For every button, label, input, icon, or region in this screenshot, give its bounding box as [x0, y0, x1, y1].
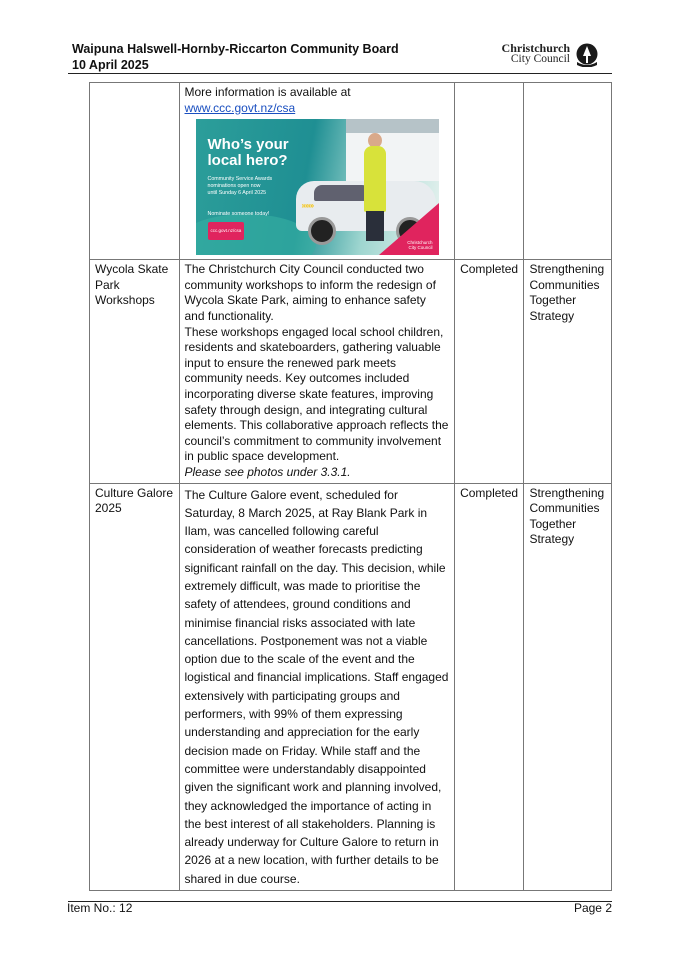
header-divider [68, 73, 612, 74]
strategy-cell [524, 83, 612, 260]
community-awards-banner-image [196, 119, 439, 255]
logo-line1: Christchurch [501, 41, 570, 55]
footer-divider [68, 901, 612, 902]
strategy-cell: Strengthening Communities Together Strategy [524, 483, 612, 891]
banner-small-line1: Community Service Awards [207, 176, 273, 183]
description-cell: The Culture Galore event, scheduled for Saturday, 8 March 2025, at Ray Blank Park in Ilam, was cancelled following careful consideration of weather forecasts predicting significant rainfall on the day. This decision, while extremely difficult, was made to prioritise the safety of attendees, ground conditions and minimise financial risks associated with late cancellations. Postponement was not a viable option due to the scale of the event and the logistical and financial implications. Staff engaged extensively with participating groups and performers, with 99% of them expressing understanding and appreciation for the early decision made on Friday. While staff and the committee were understandably disappointed given the significant work and planning involved, they acknowledged the importance of acting in the best interest of all stakeholders. Planning is already underway for Culture Galore to return in 2026 at a new location, with further details to be shared in due course. [179, 483, 455, 891]
strategy-cell: Strengthening Communities Together Strategy [524, 260, 612, 483]
banner-url: ccc.govt.nz/csa [208, 222, 245, 240]
document-header-title [72, 41, 399, 73]
council-logo [498, 43, 602, 67]
csa-link[interactable]: www.ccc.govt.nz/csa [184, 100, 296, 115]
banner-heading-line2: local hero? [207, 152, 288, 170]
banner-cta: Nominate someone today! [207, 211, 270, 218]
page-number: Page 2 [573, 901, 612, 915]
item-number: Item No.: 12 [67, 901, 133, 915]
council-emblem-icon [574, 43, 600, 67]
table-row [90, 260, 612, 483]
chevrons-decoration: ››››››› [301, 201, 314, 211]
more-info-text: More information is available at [184, 85, 351, 99]
activity-name-cell: Wycola Skate Park Workshops [90, 260, 180, 483]
description-paragraph-2: These workshops engaged local school children, residents and skateboarders, gathering valuable input to ensure the renewed park meets community needs. Key outcomes included incorporating diverse skate features, improving safety through design, and integrating cultural elements. This collaborative approach reflects the council’s commitment to community involvement in public space development. [184, 324, 449, 464]
photo-reference-note: Please see photos under 3.3.1. [184, 464, 351, 479]
status-cell: Completed [455, 483, 524, 891]
status-cell [455, 83, 524, 260]
activities-table [89, 82, 612, 891]
table-row [90, 83, 612, 260]
banner-small-line2: nominations open now [207, 183, 261, 190]
activity-name-cell: Culture Galore 2025 [90, 483, 180, 891]
banner-logo [407, 240, 432, 250]
board-name: Waipuna Halswell-Hornby-Riccarton Community Board [72, 42, 399, 56]
description-paragraph-1: The Christchurch City Council conducted two community workshops to inform the redesign of Wycola Skate Park, aiming to enhance safety and functionality. [184, 262, 436, 323]
table-row [90, 483, 612, 891]
description-cell [179, 260, 455, 483]
activity-name-cell [90, 83, 180, 260]
banner-small-line3: until Sunday 6 April 2025 [207, 190, 267, 197]
logo-line2: City Council [510, 53, 570, 65]
banner-heading-line1: Who’s your [207, 136, 289, 154]
status-cell: Completed [455, 260, 524, 483]
description-cell [179, 83, 455, 260]
meeting-date: 10 April 2025 [72, 58, 149, 72]
banner-logo-line2: City Council [408, 245, 433, 251]
banner-logo-line1: Christchurch [407, 240, 433, 246]
